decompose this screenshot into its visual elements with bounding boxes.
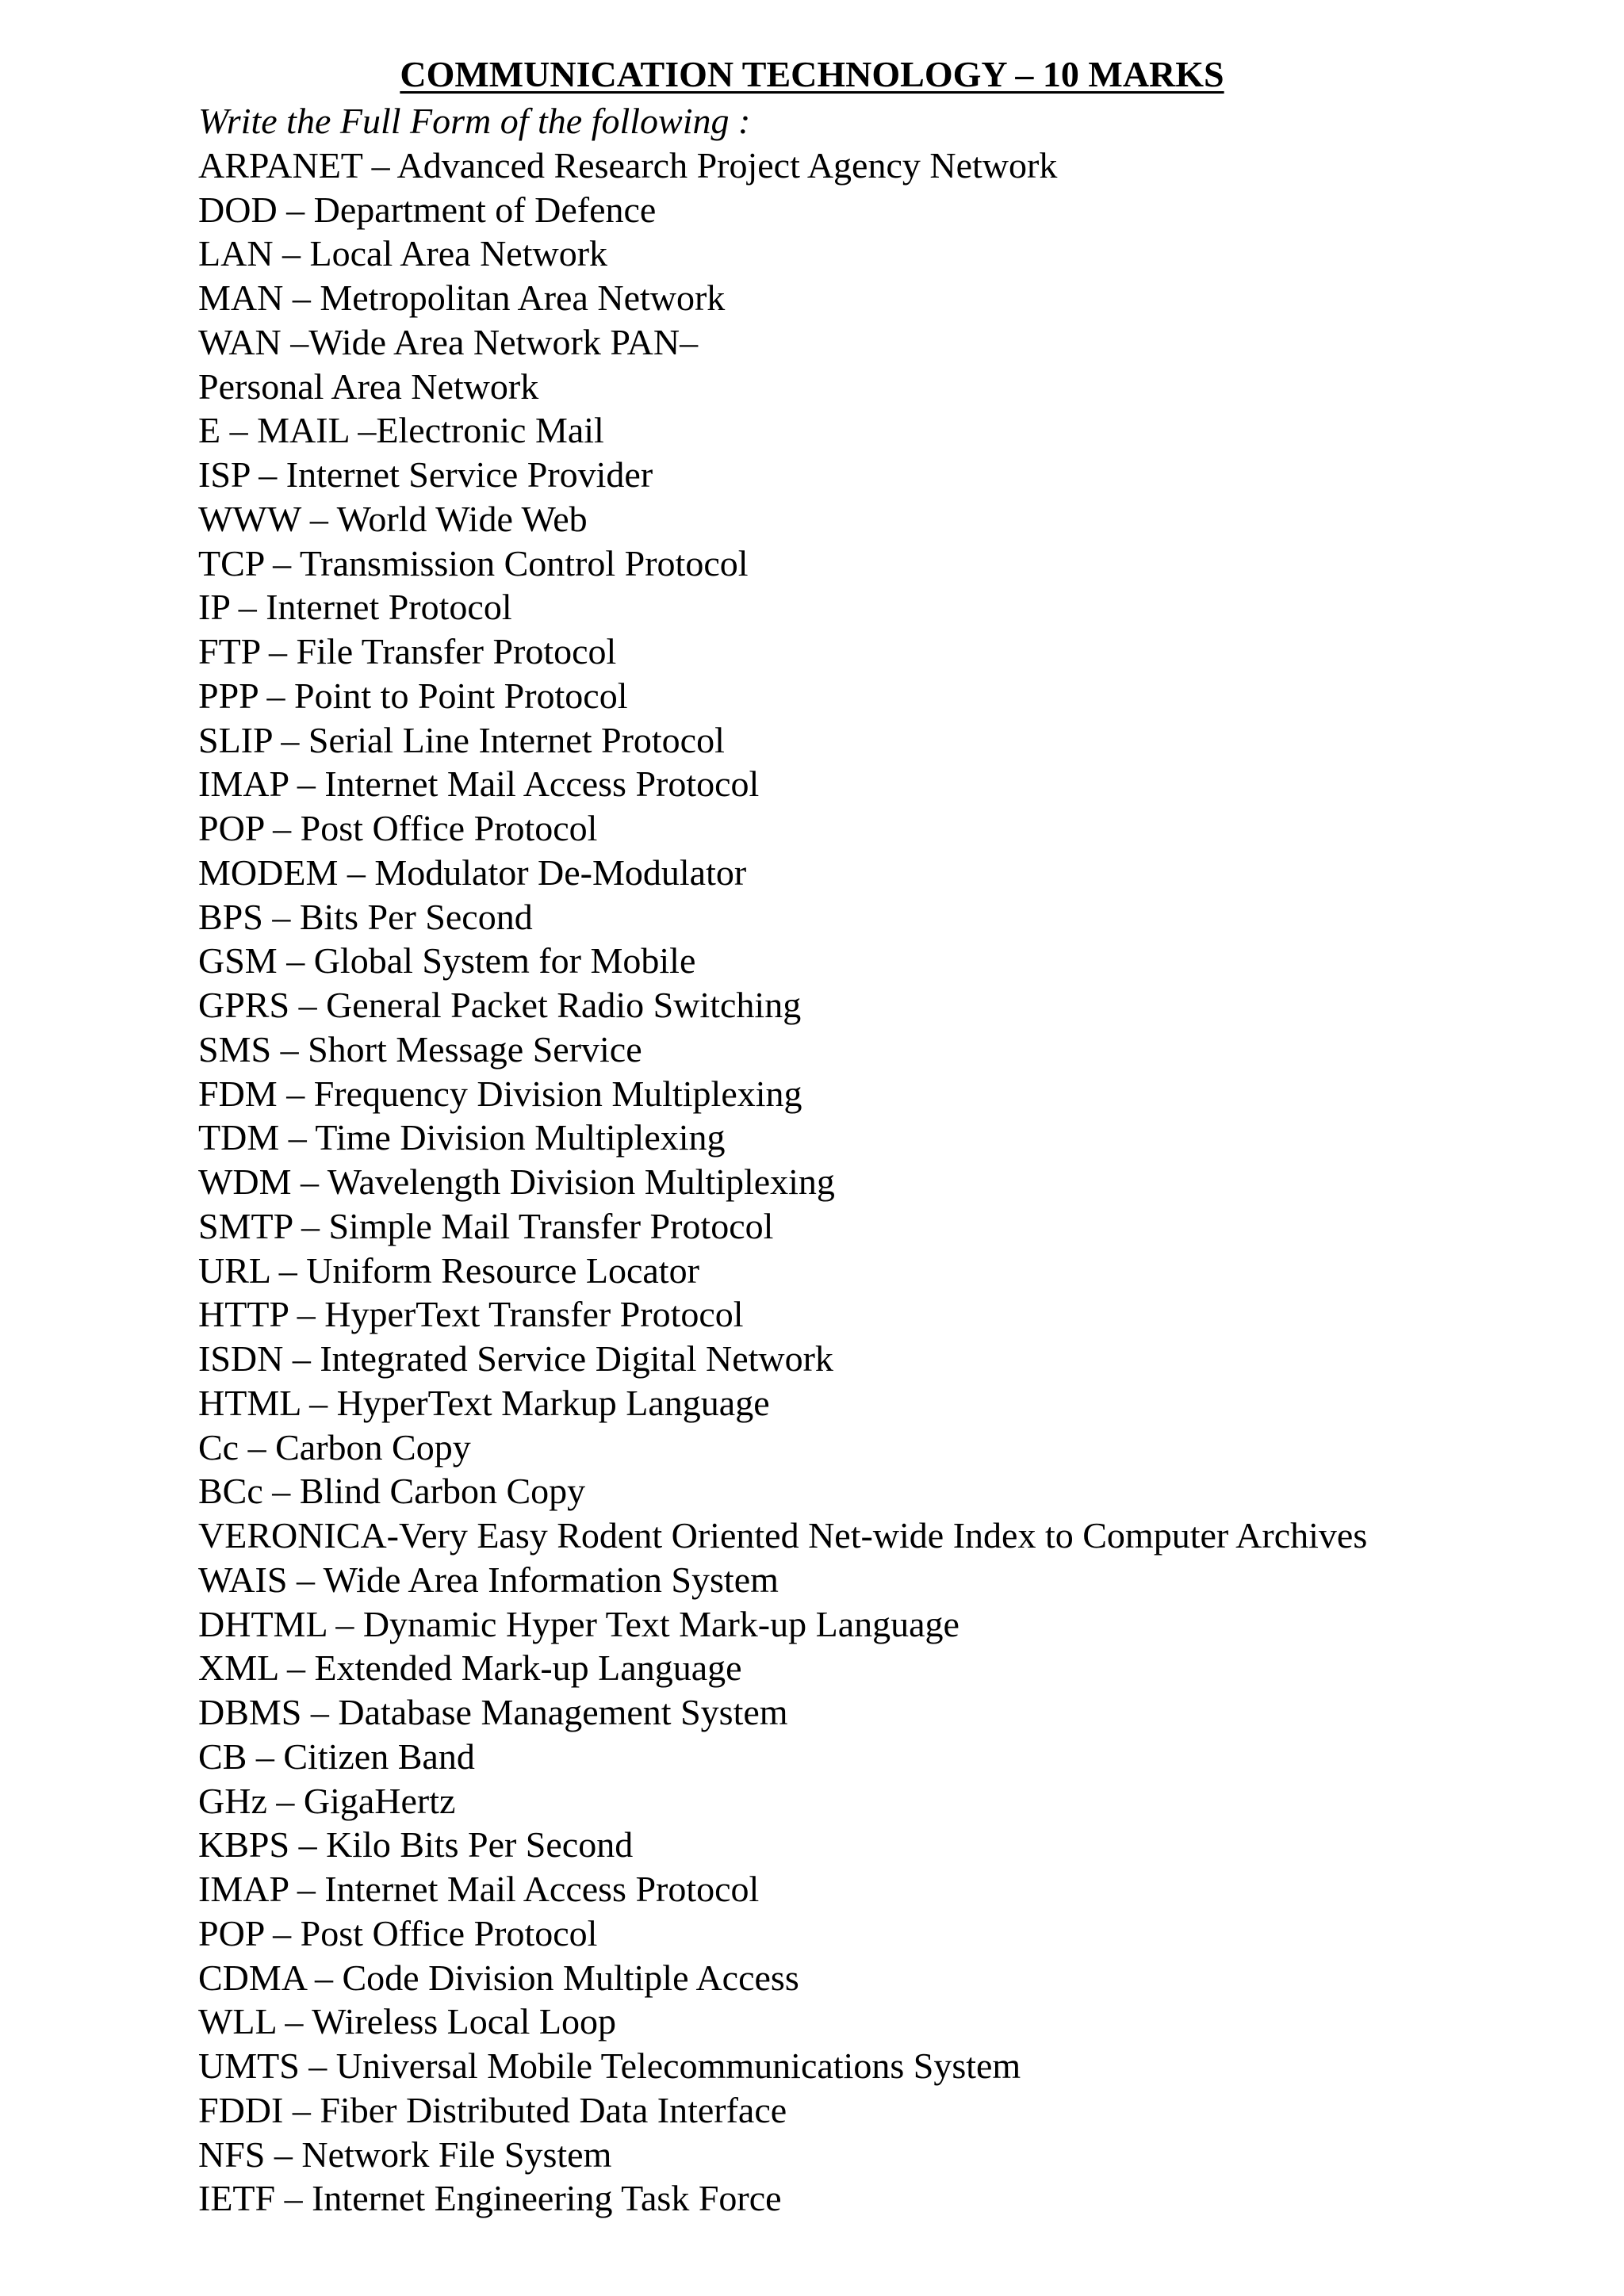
full-form-line: WAN –Wide Area Network PAN– bbox=[198, 321, 699, 362]
full-form-line: VERONICA-Very Easy Rodent Oriented Net-wide Index to Computer Archives bbox=[198, 1515, 1368, 1556]
full-form-line: SLIP – Serial Line Internet Protocol bbox=[198, 719, 725, 760]
full-form-line: WAIS – Wide Area Information System bbox=[198, 1559, 779, 1600]
full-form-line: IMAP – Internet Mail Access Protocol bbox=[198, 1869, 760, 1909]
full-form-line: Personal Area Network bbox=[198, 365, 539, 407]
full-form-line: IETF – Internet Engineering Task Force bbox=[198, 2178, 782, 2219]
full-form-line: KBPS – Kilo Bits Per Second bbox=[198, 1824, 634, 1866]
full-form-line: BCc – Blind Carbon Copy bbox=[198, 1471, 586, 1512]
document-body bbox=[198, 99, 1618, 2221]
full-form-line: ARPANET – Advanced Research Project Agency Network bbox=[198, 144, 1058, 186]
full-form-line: DHTML – Dynamic Hyper Text Mark-up Language bbox=[198, 1603, 959, 1644]
full-form-line: ISDN – Integrated Service Digital Network bbox=[198, 1338, 833, 1379]
full-form-line: SMS – Short Message Service bbox=[198, 1028, 642, 1070]
full-form-line: NFS – Network File System bbox=[198, 2133, 612, 2175]
full-form-line: POP – Post Office Protocol bbox=[198, 808, 598, 848]
full-form-line: URL – Uniform Resource Locator bbox=[198, 1249, 699, 1291]
full-form-line: WWW – World Wide Web bbox=[198, 498, 588, 539]
full-form-line: HTTP – HyperText Transfer Protocol bbox=[198, 1294, 744, 1335]
full-form-line: POP – Post Office Protocol bbox=[198, 1912, 598, 1954]
full-form-line: PPP – Point to Point Protocol bbox=[198, 675, 628, 716]
full-form-line: XML – Extended Mark-up Language bbox=[198, 1647, 742, 1689]
full-form-line: DOD – Department of Defence bbox=[198, 189, 657, 230]
full-form-line: MODEM – Modulator De-Modulator bbox=[198, 851, 747, 893]
full-form-line: DBMS – Database Management System bbox=[198, 1692, 788, 1732]
full-form-line: MAN – Metropolitan Area Network bbox=[198, 277, 726, 318]
full-form-line: GSM – Global System for Mobile bbox=[198, 940, 696, 982]
full-form-line: FDDI – Fiber Distributed Data Interface bbox=[198, 2089, 787, 2130]
full-form-line: SMTP – Simple Mail Transfer Protocol bbox=[198, 1205, 774, 1246]
full-form-line: BPS – Bits Per Second bbox=[198, 896, 533, 937]
full-form-line: HTML – HyperText Markup Language bbox=[198, 1382, 770, 1423]
full-form-line: LAN – Local Area Network bbox=[198, 233, 608, 274]
full-form-line: IP – Internet Protocol bbox=[198, 587, 512, 628]
full-form-line: UMTS – Universal Mobile Telecommunications System bbox=[198, 2045, 1021, 2086]
instruction-text: Write the Full Form of the following : bbox=[198, 101, 751, 141]
full-form-line: WDM – Wavelength Division Multiplexing bbox=[198, 1161, 835, 1202]
full-form-line: ISP – Internet Service Provider bbox=[198, 454, 653, 495]
full-form-line: IMAP – Internet Mail Access Protocol bbox=[198, 763, 760, 805]
full-form-line: GPRS – General Packet Radio Switching bbox=[198, 985, 802, 1025]
full-form-line: Cc – Carbon Copy bbox=[198, 1426, 471, 1468]
full-form-line: FTP – File Transfer Protocol bbox=[198, 631, 617, 672]
full-form-line: CB – Citizen Band bbox=[198, 1735, 475, 1777]
full-form-line: TDM – Time Division Multiplexing bbox=[198, 1117, 726, 1158]
full-form-line: E – MAIL –Electronic Mail bbox=[198, 410, 604, 451]
full-form-line: CDMA – Code Division Multiple Access bbox=[198, 1957, 799, 1998]
full-form-line: FDM – Frequency Division Multiplexing bbox=[198, 1073, 802, 1114]
page-title: COMMUNICATION TECHNOLOGY – 10 MARKS bbox=[400, 54, 1224, 94]
full-form-list bbox=[198, 144, 1618, 2221]
full-form-line: WLL – Wireless Local Loop bbox=[198, 2001, 616, 2042]
full-form-line: TCP – Transmission Control Protocol bbox=[198, 542, 749, 584]
full-form-line: GHz – GigaHertz bbox=[198, 1780, 456, 1821]
